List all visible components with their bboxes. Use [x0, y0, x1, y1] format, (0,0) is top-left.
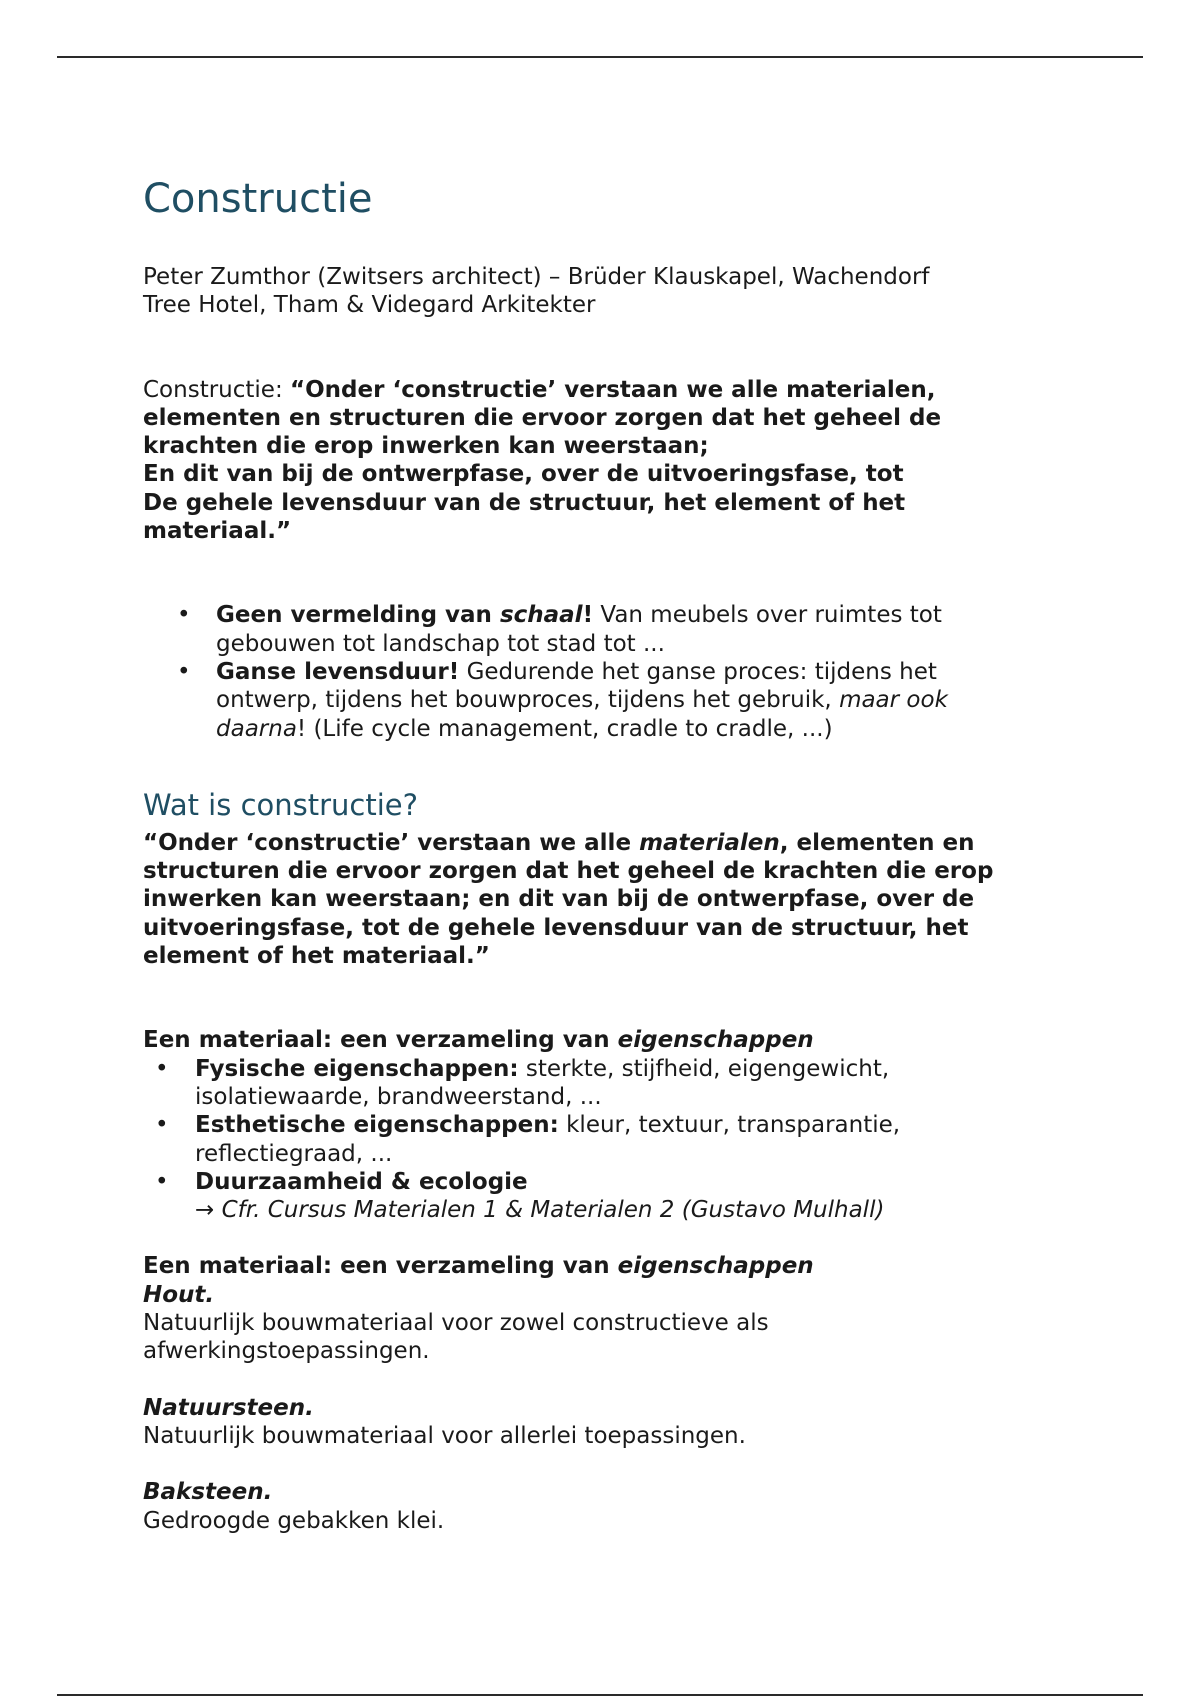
note-bold: Ganse levensduur! [216, 658, 460, 685]
property-text: isolatiewaarde, brandweerstand, ... [195, 1083, 602, 1110]
material-description: afwerkingstoepassingen. [143, 1338, 430, 1365]
section2-quote [143, 829, 1063, 970]
heading-text: Een materiaal: een verzameling van [143, 1027, 618, 1054]
material-description: Natuurlijk bouwmateriaal voor allerlei toepassingen. [143, 1422, 746, 1449]
definition-quote-line: De gehele levensduur van de structuur, het element of het [143, 489, 906, 516]
note-text: Gedurende het ganse proces: tijdens het [459, 658, 937, 685]
quote-italic: materialen [639, 829, 780, 856]
material-name: Natuursteen. [143, 1394, 314, 1421]
header-rule [57, 56, 1143, 58]
heading-italic: eigenschappen [617, 1027, 814, 1054]
definition-label: Constructie: [143, 376, 291, 403]
note-italic: maar ook [839, 687, 948, 714]
intro-paragraph [143, 263, 1063, 320]
quote-line: structuren die ervoor zorgen dat het geheel de krachten die erop [143, 858, 994, 885]
note-italic: daarna [216, 715, 297, 742]
material-description: Gedroogde gebakken klei. [143, 1507, 445, 1534]
list-item [143, 1055, 1063, 1112]
material-entry [143, 1281, 1063, 1366]
heading-italic: eigenschappen [617, 1253, 814, 1280]
quote-text: “Onder ‘constructie’ verstaan we alle [143, 829, 640, 856]
material-name: Baksteen. [143, 1479, 273, 1506]
quote-line: inwerken kan weerstaan; en dit van bij de ontwerpfase, over de [143, 886, 975, 913]
definition-quote-line: En dit van bij de ontwerpfase, over de uitvoeringsfase, tot [143, 461, 904, 488]
property-text: sterkte, stijfheid, eigengewicht, [518, 1055, 890, 1082]
property-text: kleur, textuur, transparantie, [558, 1112, 901, 1139]
notes-list [143, 601, 1063, 742]
note-bold: ! [582, 602, 594, 629]
material-entry [143, 1478, 1063, 1535]
properties-heading [143, 1026, 1063, 1054]
properties-list [143, 1055, 1063, 1225]
note-text: gebouwen tot landschap tot stad tot ... [216, 630, 665, 657]
material-description: Natuurlijk bouwmateriaal voor zowel constructieve als [143, 1310, 769, 1337]
property-label: Duurzaamheid & ecologie [195, 1168, 528, 1195]
intro-line: Peter Zumthor (Zwitsers architect) – Brüder Klauskapel, Wachendorf [143, 264, 930, 290]
list-item [143, 658, 1063, 743]
list-item [143, 1111, 1063, 1168]
definition-quote-line: materiaal.” [143, 518, 292, 545]
page-title: Constructie [143, 176, 373, 222]
material-name: Hout. [143, 1281, 215, 1308]
materials-heading [143, 1252, 1063, 1280]
note-bold: Geen vermelding van [216, 602, 500, 629]
note-text: ! (Life cycle management, cradle to cradle, ...) [296, 715, 833, 742]
section-heading: Wat is constructie? [143, 787, 419, 822]
document-body [143, 175, 1063, 1535]
list-item [143, 1168, 1063, 1225]
note-text: Van meubels over ruimtes tot [593, 602, 942, 629]
note-bold-italic: schaal [499, 602, 583, 629]
definition-quote-line: “Onder ‘constructie’ verstaan we alle materialen, [290, 376, 936, 403]
definition-quote-line: elementen en structuren die ervoor zorgen dat het geheel de [143, 404, 942, 431]
note-text: ontwerp, tijdens het bouwproces, tijdens het gebruik, [216, 687, 840, 714]
intro-line: Tree Hotel, Tham & Videgard Arkitekter [143, 292, 596, 319]
property-label: Fysische eigenschappen: [195, 1055, 519, 1082]
material-entry [143, 1394, 1063, 1451]
property-text: reflectiegraad, ... [195, 1140, 393, 1167]
quote-line: element of het materiaal.” [143, 943, 490, 970]
heading-text: Een materiaal: een verzameling van [143, 1253, 618, 1280]
quote-text: , elementen en [779, 829, 975, 856]
quote-line: uitvoeringsfase, tot de gehele levensduur van de structuur, het [143, 914, 969, 941]
footer-rule [57, 1694, 1143, 1696]
definition-paragraph [143, 376, 1063, 546]
property-reference: → Cfr. Cursus Materialen 1 & Materialen 2 (Gustavo Mulhall) [195, 1197, 885, 1224]
list-item [143, 601, 1063, 658]
definition-quote-line: krachten die erop inwerken kan weerstaan; [143, 433, 709, 460]
property-label: Esthetische eigenschappen: [195, 1112, 559, 1139]
